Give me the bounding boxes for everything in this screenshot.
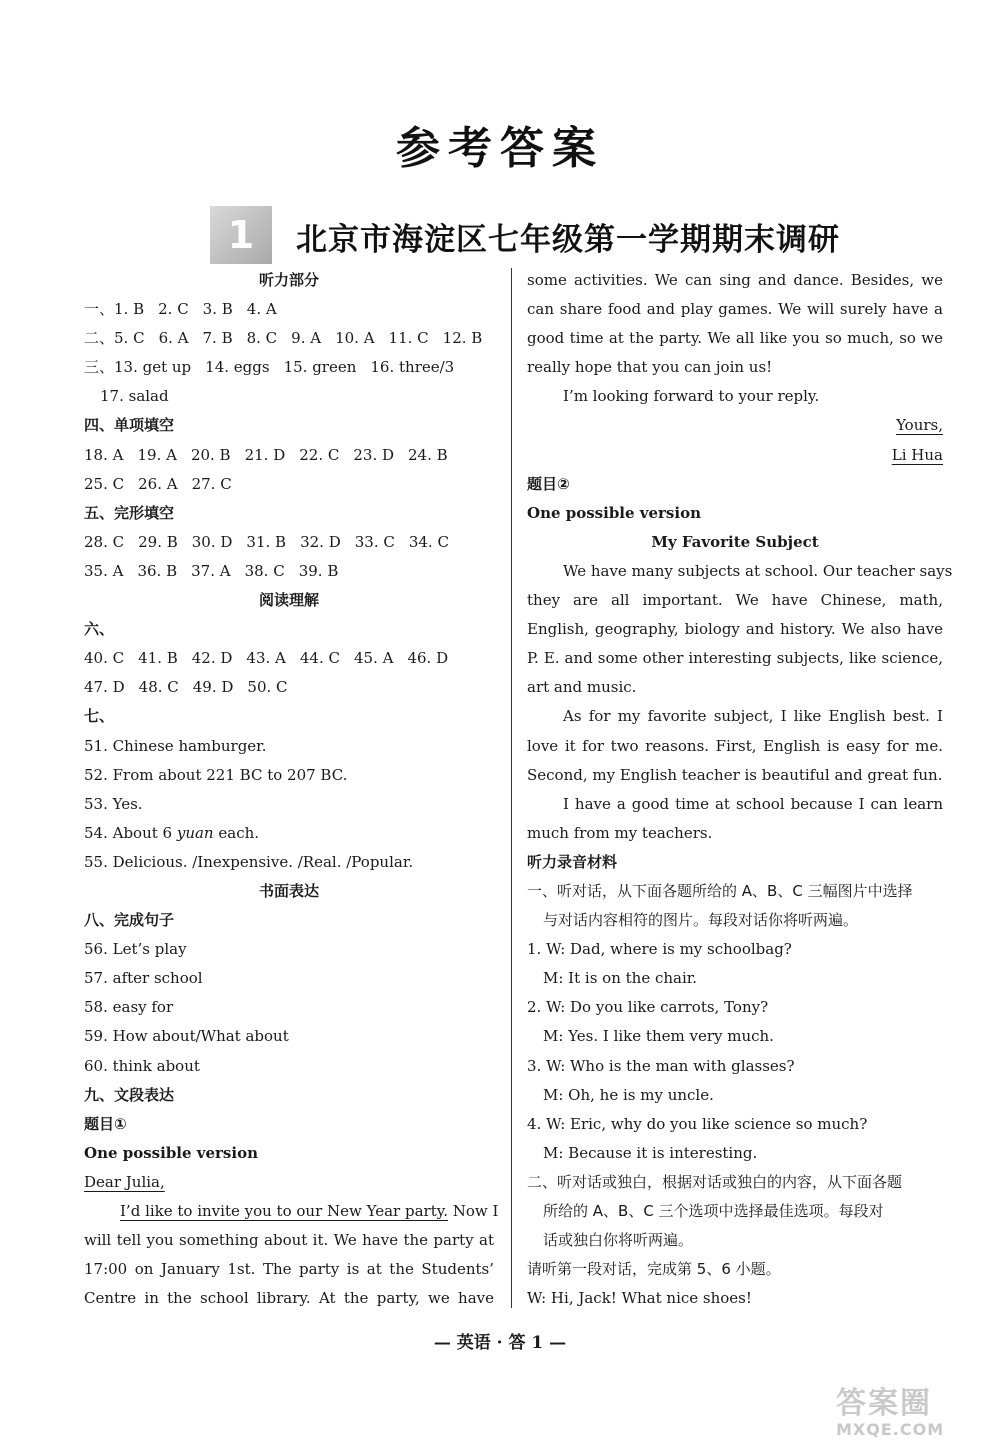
topic-1-label: 题目① xyxy=(84,1114,127,1133)
answer xyxy=(84,819,494,848)
instruction-line: 所给的 A、B、C 三个选项中选择最佳选项。每段对 xyxy=(543,1202,884,1220)
answer-text-italic: yuan xyxy=(176,823,214,842)
answer: 58. easy for xyxy=(84,998,174,1017)
essay-line: English, geography, biology and history. We also have xyxy=(527,620,943,639)
answer: 55. Delicious. /Inexpensive. /Real. /Popular. xyxy=(84,852,414,871)
watermark-icon: 答案圈 xyxy=(836,1386,932,1421)
watermark-logo xyxy=(836,1388,986,1448)
answer: 三、13. get up xyxy=(84,358,192,377)
answer: 56. Let’s play xyxy=(84,940,187,959)
unit-title: 北京市海淀区七年级第一学期期末调研 xyxy=(296,222,840,258)
essay-line: I have a good time at school because I can learn xyxy=(563,794,943,813)
answer: 37. A xyxy=(191,561,231,580)
letter-line: good time at the party. We all like you so much, so we xyxy=(527,329,943,348)
answer: 3. B xyxy=(202,300,233,319)
instruction-line: 二、听对话或独白，根据对话或独白的内容，从下面各题 xyxy=(527,1172,903,1191)
instruction-line: 一、听对话，从下面各题所给的 A、B、C 三幅图片中选择 xyxy=(527,881,913,900)
answer: 10. A xyxy=(335,329,375,348)
answer: 18. A xyxy=(84,445,124,464)
answer: 二、5. C xyxy=(84,329,145,348)
dialogue-line: M: Oh, he is my uncle. xyxy=(543,1085,714,1104)
answer: 46. D xyxy=(407,649,449,668)
topic-sentence: I’d like to invite you to our New Year party. xyxy=(120,1202,448,1220)
answers-section-5 xyxy=(84,528,494,557)
answer: 52. From about 221 BC to 207 BC. xyxy=(84,765,348,784)
writing-heading: 书面表达 xyxy=(258,881,319,900)
unit-number-badge xyxy=(210,206,272,264)
section-7-heading: 七、 xyxy=(84,707,115,726)
answer: 15. green xyxy=(283,358,357,377)
dialogue-line: 2. W: Do you like carrots, Tony? xyxy=(527,998,769,1017)
answer: 6. A xyxy=(158,329,189,348)
salutation-text: Dear Julia, xyxy=(84,1172,165,1191)
page-footer: — 英语 · 答 1 — xyxy=(433,1333,567,1353)
section-5-heading: 五、完形填空 xyxy=(84,503,175,522)
answers-section-1 xyxy=(84,295,494,324)
answer: 25. C xyxy=(84,474,125,493)
answer: 42. D xyxy=(191,649,233,668)
essay-line: As for my favorite subject, I like English best. I xyxy=(563,707,943,726)
letter-line: really hope that you can join us! xyxy=(527,358,773,377)
answer: 23. D xyxy=(353,445,395,464)
answer: 22. C xyxy=(299,445,340,464)
dialogue-line: M: Because it is interesting. xyxy=(543,1143,758,1162)
letter-text: Now I xyxy=(447,1202,499,1220)
answer: 33. C xyxy=(354,532,395,551)
answer: 30. D xyxy=(191,532,233,551)
answer: 39. B xyxy=(298,561,339,580)
letter-line xyxy=(84,1197,499,1226)
letter-line: Centre in the school library. At the party, we have xyxy=(84,1289,494,1308)
answer: 36. B xyxy=(137,561,178,580)
unit-number: 1 xyxy=(227,213,255,257)
answer: 16. three/3 xyxy=(370,358,455,377)
answer: 35. A xyxy=(84,561,124,580)
answer-text: each. xyxy=(213,823,260,842)
answers-section-5b xyxy=(84,557,494,586)
reading-heading: 阅读理解 xyxy=(258,591,319,610)
answer: 2. C xyxy=(158,300,189,319)
answer: 19. A xyxy=(137,445,177,464)
answer: 27. C xyxy=(191,474,232,493)
page-title: 参考答案 xyxy=(396,123,604,174)
answer: 59. How about/What about xyxy=(84,1027,289,1046)
answer: 60. think about xyxy=(84,1056,200,1075)
section-9-heading: 九、文段表达 xyxy=(84,1085,175,1104)
letter-line: some activities. We can sing and dance. Besides, we xyxy=(527,271,943,289)
answer: 29. B xyxy=(138,532,178,551)
answers-section-6 xyxy=(84,644,494,673)
answer: 38. C xyxy=(244,561,285,580)
answer: 14. eggs xyxy=(205,358,270,377)
watermark-text: MXQE.COM xyxy=(836,1420,945,1439)
answer: 12. B xyxy=(442,329,483,348)
version-label: One possible version xyxy=(84,1143,258,1162)
answer: 43. A xyxy=(246,649,286,668)
answer: 11. C xyxy=(388,329,429,348)
answer: 24. B xyxy=(408,445,448,464)
instruction-line: 话或独白你将听两遍。 xyxy=(543,1231,694,1250)
essay-line: Second, my English teacher is beautiful and great fun. xyxy=(527,765,943,784)
column-divider xyxy=(511,268,512,1308)
letter-line: can share food and play games. We will surely have a xyxy=(527,300,943,319)
answers-section-6b xyxy=(84,673,494,702)
answer: 51. Chinese hamburger. xyxy=(84,736,267,755)
answer: 50. C xyxy=(247,678,288,697)
answer: 28. C xyxy=(84,532,125,551)
instruction-line: 与对话内容相符的图片。每段对话你将听两遍。 xyxy=(543,911,859,930)
essay-title: My Favorite Subject xyxy=(651,532,819,551)
dialogue-line: W: Hi, Jack! What nice shoes! xyxy=(527,1289,752,1308)
dialogue-line: M: Yes. I like them very much. xyxy=(543,1027,774,1046)
answer: 32. D xyxy=(300,532,341,551)
closing-text: Yours, xyxy=(896,416,943,435)
dialogue-line: 3. W: Who is the man with glasses? xyxy=(527,1056,795,1075)
dialogue-line: 1. W: Dad, where is my schoolbag? xyxy=(527,940,792,959)
answer: 53. Yes. xyxy=(84,794,143,813)
dialogue-line: M: It is on the chair. xyxy=(543,969,698,988)
answer: 45. A xyxy=(354,649,394,668)
essay-line: they are all important. We have Chinese, math, xyxy=(527,591,943,610)
letter-closing xyxy=(527,411,943,440)
essay-line: art and music. xyxy=(527,678,637,697)
answer: 20. B xyxy=(190,445,231,464)
answer: 4. A xyxy=(246,300,277,319)
essay-line: much from my teachers. xyxy=(527,823,713,842)
answer: 44. C xyxy=(299,649,340,668)
answers-section-3 xyxy=(84,353,494,382)
answer: 17. salad xyxy=(100,387,169,406)
version-label: One possible version xyxy=(527,503,701,522)
left-column xyxy=(84,266,499,1313)
topic-2-label: 题目② xyxy=(527,474,570,493)
letter-line: I’m looking forward to your reply. xyxy=(563,387,820,406)
answer: 49. D xyxy=(192,678,234,697)
answer: 40. C xyxy=(84,649,125,668)
answer: 34. C xyxy=(408,532,449,551)
answer-text: 54. About 6 xyxy=(84,823,177,842)
answer: 47. D xyxy=(84,678,125,697)
script-heading: 听力录音材料 xyxy=(527,852,618,871)
letter-line: 17:00 on January 1st. The party is at the Students’ xyxy=(84,1260,494,1279)
listening-heading: 听力部分 xyxy=(258,271,319,289)
letter-line: will tell you something about it. We have the party at xyxy=(84,1231,494,1250)
dialogue-line: 4. W: Eric, why do you like science so much? xyxy=(527,1114,868,1133)
answer: 8. C xyxy=(246,329,278,348)
answer: 26. A xyxy=(138,474,178,493)
section-8-heading: 八、完成句子 xyxy=(84,911,175,930)
letter-signature xyxy=(527,441,943,470)
answer: 一、1. B xyxy=(84,300,145,319)
right-column xyxy=(527,266,953,1313)
answer: 41. B xyxy=(138,649,178,668)
section-4-heading: 四、单项填空 xyxy=(84,416,175,435)
answer: 9. A xyxy=(291,329,322,348)
signature-text: Li Hua xyxy=(891,445,943,464)
letter-salutation xyxy=(84,1168,494,1197)
essay-line: P. E. and some other interesting subjects, like science, xyxy=(527,649,943,668)
section-6-heading: 六、 xyxy=(84,620,115,639)
essay-line: love it for two reasons. First, English is easy for me. xyxy=(527,736,943,755)
answers-section-2 xyxy=(84,324,494,353)
answer: 48. C xyxy=(138,678,179,697)
answers-section-4b xyxy=(84,470,494,499)
essay-line: We have many subjects at school. Our teacher says xyxy=(563,561,953,580)
answers-section-4 xyxy=(84,441,494,470)
answer: 21. D xyxy=(244,445,286,464)
instruction-line: 请听第一段对话，完成第 5、6 小题。 xyxy=(527,1260,781,1279)
answer: 57. after school xyxy=(84,969,203,988)
answer: 31. B xyxy=(246,532,287,551)
answer: 7. B xyxy=(202,329,233,348)
